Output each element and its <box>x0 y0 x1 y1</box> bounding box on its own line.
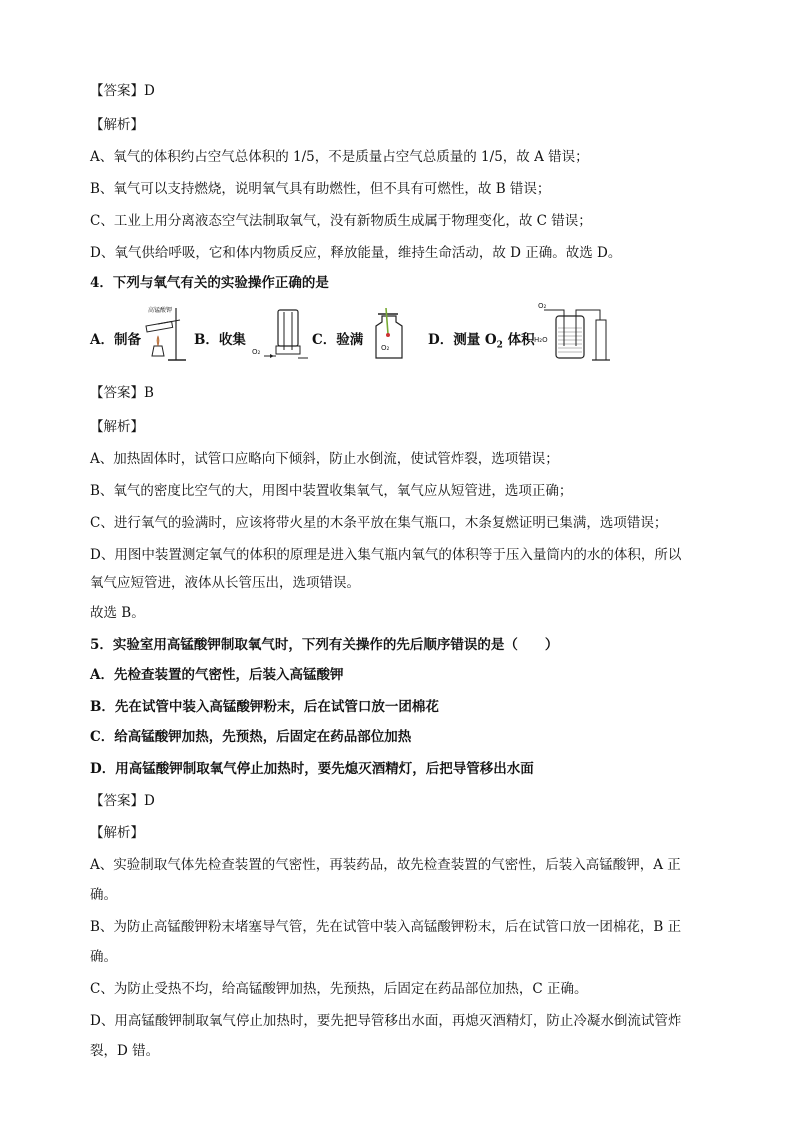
q4-option-d <box>428 328 535 351</box>
q5-option: C．给高锰酸钾加热，先预热，后固定在药品部位加热 <box>90 729 412 745</box>
q4-analysis-line: C、进行氧气的验满时，应该将带火星的木条平放在集气瓶口，木条复燃证明已集满，选项错误； <box>90 515 668 531</box>
q3-analysis-line: B、氧气可以支持燃烧，说明氧气具有助燃性，但不具有可燃性，故 B 错误； <box>90 181 551 197</box>
q3-answer: 【答案】D <box>90 83 155 99</box>
q5-option: B．先在试管中装入高锰酸钾粉末，后在试管口放一团棉花 <box>90 699 439 715</box>
q4-option-d-text: D．测量 O <box>428 332 497 348</box>
q5-analysis-line: B、为防止高锰酸钾粉末堵塞导气管，先在试管中装入高锰酸钾粉末，后在试管口放一团棉花，B 正 <box>90 919 682 935</box>
q4-question: 4．下列与氧气有关的实验操作正确的是 <box>90 275 329 291</box>
gas-test-figure <box>368 302 412 366</box>
q5-option: A．先检查装置的气密性，后装入高锰酸钾 <box>90 667 344 683</box>
q4-analysis-line: B、氧气的密度比空气的大，用图中装置收集氧气，氧气应从短管进，选项正确； <box>90 483 573 499</box>
gas-collection-figure <box>250 302 310 366</box>
q4-options-row <box>90 302 650 366</box>
figure-d-water-label: H₂O <box>534 336 548 344</box>
q5-analysis-line: 确。 <box>90 887 117 903</box>
q5-answer: 【答案】D <box>90 793 155 809</box>
q5-analysis-line: 裂，D 错。 <box>90 1043 160 1059</box>
q5-analysis-line: A、实验制取气体先检查装置的气密性，再装药品，故先检查装置的气密性，后装入高锰酸钾，A 正 <box>90 857 681 873</box>
q4-analysis-line: A、加热固体时，试管口应略向下倾斜，防止水倒流，使试管炸裂，选项错误； <box>90 451 559 467</box>
q3-analysis-line: C、工业上用分离液态空气法制取氧气，没有新物质生成属于物理变化，故 C 错误； <box>90 213 592 229</box>
figure-a-label: 高锰酸钾 <box>148 307 173 314</box>
q4-analysis-line: D、用图中装置测定氧气的体积的原理是进入集气瓶内氧气的体积等于压入量筒内的水的体积，所以 <box>90 547 682 563</box>
q3-analysis-line: A、氧气的体积约占空气总体积的 1/5，不是质量占空气总质量的 1/5，故 A 错误； <box>90 149 589 165</box>
q4-analysis-line: 氧气应短管进，液体从长管压出，选项错误。 <box>90 575 360 591</box>
q5-option: D．用高锰酸钾制取氧气停止加热时，要先熄灭酒精灯，后把导管移出水面 <box>90 761 534 777</box>
q5-analysis-line: C、为防止受热不均，给高锰酸钾加热，先预热，后固定在药品部位加热，C 正确。 <box>90 981 588 997</box>
q4-analysis-line: 故选 B。 <box>90 605 145 621</box>
q4-option-d-subscript: 2 <box>496 340 503 351</box>
q4-answer: 【答案】B <box>90 385 154 401</box>
q4-option-d-tail: 体积 <box>502 332 535 348</box>
heating-apparatus-figure <box>140 302 190 366</box>
q4-option-b: B．收集 <box>194 332 246 348</box>
q3-analysis-label: 【解析】 <box>90 117 144 133</box>
figure-d-gas-label: O₂ <box>538 302 547 310</box>
q4-option-a: A．制备 <box>90 332 141 348</box>
q4-option-c: C．验满 <box>312 332 364 348</box>
volume-measure-figure <box>534 302 624 366</box>
figure-c-gas-label: O₂ <box>381 344 390 352</box>
q3-analysis-line: D、氧气供给呼吸，它和体内物质反应，释放能量，维持生命活动，故 D 正确。故选 D。 <box>90 245 622 261</box>
figure-b-gas-label: O₂ <box>252 348 261 356</box>
q4-analysis-label: 【解析】 <box>90 419 144 435</box>
q5-analysis-line: D、用高锰酸钾制取氧气停止加热时，要先把导管移出水面，再熄灭酒精灯，防止冷凝水倒流试管炸 <box>90 1013 682 1029</box>
q5-analysis-line: 确。 <box>90 949 117 965</box>
q5-analysis-label: 【解析】 <box>90 825 144 841</box>
q5-question: 5．实验室用高锰酸钾制取氧气时，下列有关操作的先后顺序错误的是（ ） <box>90 637 559 653</box>
